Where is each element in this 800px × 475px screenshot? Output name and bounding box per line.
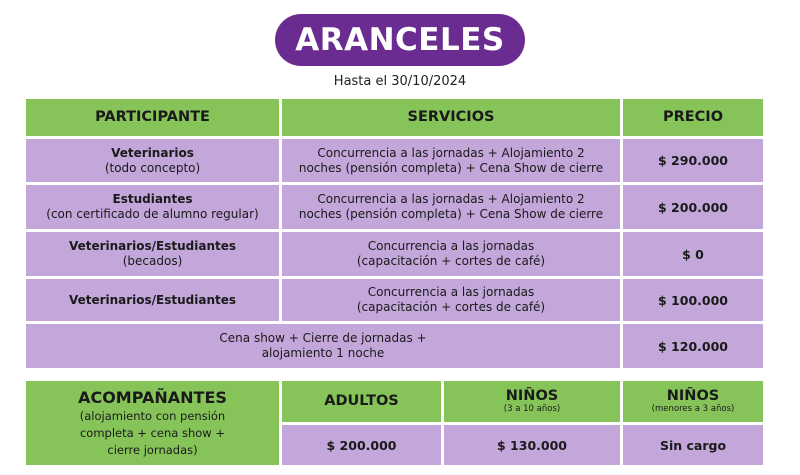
participant-note: (con certificado de alumno regular) [46,207,259,221]
extra-line-2: alojamiento 1 noche [261,346,385,360]
participant-name: Veterinarios [111,145,194,160]
adultos-price: $ 200.000 [282,425,441,465]
ninos-age-note: (3 a 10 años) [503,403,561,414]
extra-line-1: Cena show + Cierre de jornadas + [219,331,427,345]
participant-name: Estudiantes [112,192,193,206]
row-4-precio: $ 100.000 [623,279,763,321]
services-line-2: (capacitación + cortes de café) [356,300,546,314]
header-adultos: ADULTOS [282,381,441,422]
services-line-1: Concurrencia a las jornadas + Alojamiento 2 [317,145,585,160]
row-2-servicios [282,185,620,229]
acompanantes-title: ACOMPAÑANTES [78,387,227,407]
row-4-servicios [282,279,620,321]
header-ninos-3-10 [444,381,620,422]
services-line-1: Concurrencia a las jornadas [367,239,535,253]
row-1-participante [26,139,279,182]
services-line-1: Concurrencia a las jornadas + Alojamiento 2 [317,192,585,206]
ninos-menores-price: Sin cargo [623,425,763,465]
page-title: ARANCELES [275,14,525,66]
extra-row-precio: $ 120.000 [623,324,763,368]
acompanantes-cell [26,381,279,465]
acompanantes-note-1: (alojamiento con pensión [79,408,226,423]
row-1-precio: $ 290.000 [623,139,763,182]
row-3-precio: $ 0 [623,232,763,276]
row-3-servicios [282,232,620,276]
header-ninos-menores [623,381,763,422]
ninos-label: NIÑOS [505,387,559,404]
header-precio: PRECIO [623,99,763,136]
participant-name: Veterinarios/Estudiantes [68,292,237,307]
services-line-2: noches (pensión completa) + Cena Show de cierre [298,207,604,221]
extra-row-servicios [26,324,620,368]
row-3-participante [26,232,279,276]
acompanantes-note-3: cierre jornadas) [107,442,198,457]
ninos-3-10-price: $ 130.000 [444,425,620,465]
services-line-2: (capacitación + cortes de café) [356,254,546,268]
row-1-servicios [282,139,620,182]
ninos-label: NIÑOS [666,387,720,404]
row-4-participante [26,279,279,321]
header-participante: PARTICIPANTE [26,99,279,136]
row-2-participante [26,185,279,229]
deadline-subtitle: Hasta el 30/10/2024 [333,74,467,89]
ninos-age-note: (menores a 3 años) [651,403,735,414]
services-line-2: noches (pensión completa) + Cena Show de cierre [298,160,604,175]
participant-note: (todo concepto) [104,160,201,175]
acompanantes-note-2: completa + cena show + [79,425,226,440]
participant-name: Veterinarios/Estudiantes [68,239,237,253]
header-servicios: SERVICIOS [282,99,620,136]
participant-note: (becados) [122,254,183,268]
row-2-precio: $ 200.000 [623,185,763,229]
services-line-1: Concurrencia a las jornadas [367,285,535,299]
